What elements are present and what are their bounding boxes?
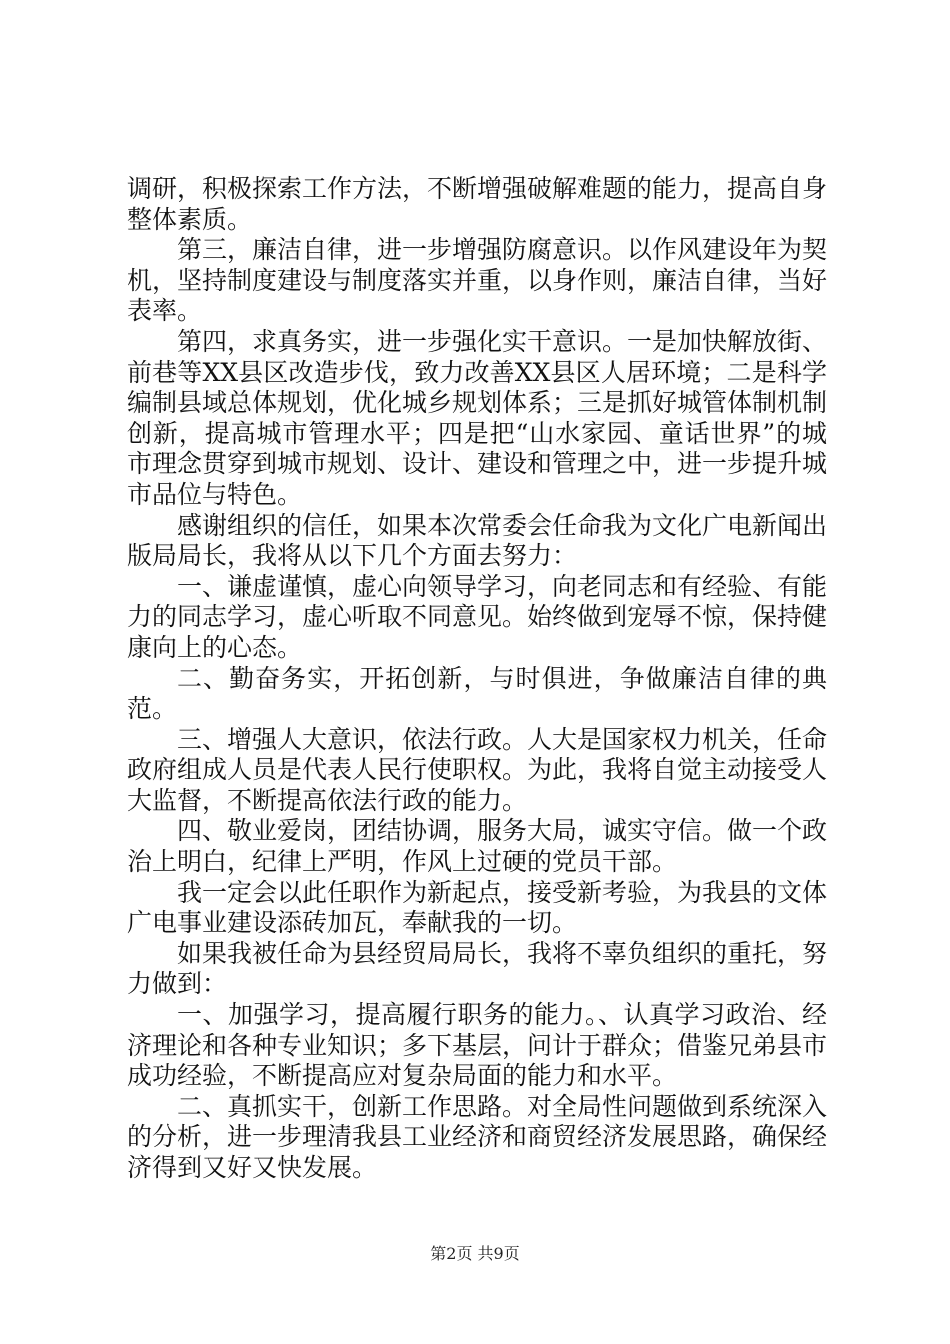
paragraph-4: 感谢组织的信任，如果本次常委会任命我为文化广电新闻出版局局长，我将从以下几个方面去努力： <box>127 510 828 571</box>
document-body <box>127 174 827 1184</box>
paragraph-11: 一、加强学习，提高履行职务的能力。、认真学习政治、经济理论和各种专业知识；多下基层，问计于群众；借鉴兄弟县市成功经验，不断提高应对复杂局面的能力和水平。 <box>127 1000 828 1091</box>
paragraph-7: 三、增强人大意识，依法行政。人大是国家权力机关，任命政府组成人员是代表人民行使职权。为此，我将自觉主动接受人大监督，不断提高依法行政的能力。 <box>127 724 828 815</box>
paragraph-12: 二、真抓实干，创新工作思路。对全局性问题做到系统深入的分析，进一步理清我县工业经济和商贸经济发展思路，确保经济得到又好又快发展。 <box>127 1091 828 1182</box>
paragraph-5: 一、谦虚谨慎，虚心向领导学习，向老同志和有经验、有能力的同志学习，虚心听取不同意见。始终做到宠辱不惊，保持健康向上的心态。 <box>127 571 828 662</box>
paragraph-6: 二、勤奋务实，开拓创新，与时俱进，争做廉洁自律的典范。 <box>127 663 827 724</box>
page-number-footer: 第2页 共9页 <box>430 1244 520 1263</box>
paragraph-1: 调研，积极探索工作方法，不断增强破解难题的能力，提高自身整体素质。 <box>127 174 828 234</box>
paragraph-8: 四、敬业爱岗，团结协调，服务大局，诚实守信。做一个政治上明白，纪律上严明，作风上过硬的党员干部。 <box>127 816 828 877</box>
paragraph-3: 第四，求真务实，进一步强化实干意识。一是加快解放街、前巷等XX县区改造步伐，致力改善XX县区人居环境；二是科学编制县域总体规划，优化城乡规划体系；三是抓好城管体制机制创新，提高城市管理水平；四是把“山水家园、童话世界”的城市理念贯穿到城市规划、设计、建设和管理之中，进一步提升城市品位与特色。 <box>127 326 828 509</box>
paragraph-10: 如果我被任命为县经贸局局长，我将不辜负组织的重托，努力做到： <box>127 938 828 999</box>
paragraph-2: 第三，廉洁自律，进一步增强防腐意识。以作风建设年为契机，坚持制度建设与制度落实并重，以身作则，廉洁自律，当好表率。 <box>127 235 828 326</box>
paragraph-9: 我一定会以此任职作为新起点，接受新考验，为我县的文体广电事业建设添砖加瓦，奉献我的一切。 <box>127 877 828 938</box>
